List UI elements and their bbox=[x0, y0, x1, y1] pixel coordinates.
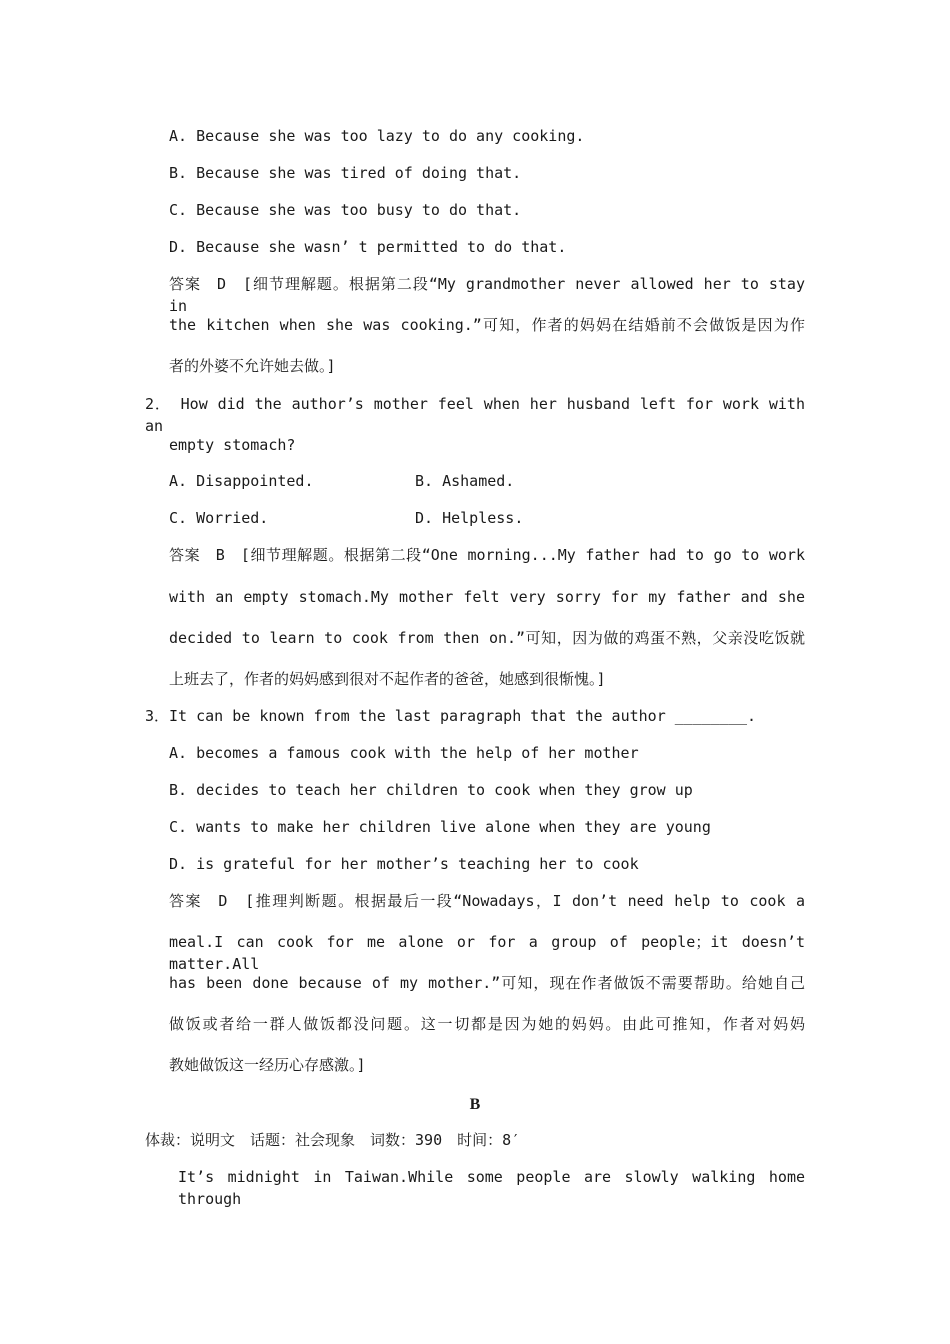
q1-option-d: D. Because she wasn’ t permitted to do that. bbox=[169, 238, 567, 256]
q3-answer-line: meal.I can cook for me alone or for a group of people；it doesn’t matter.All bbox=[169, 933, 805, 973]
section-heading: B bbox=[469, 1096, 481, 1113]
q3-option-b: B. decides to teach her children to cook when they grow up bbox=[169, 781, 693, 799]
q1-option-a: A. Because she was too lazy to do any cooking. bbox=[169, 127, 585, 145]
q1-answer-line: the kitchen when she was cooking.”可知，作者的妈妈在结婚前不会做饭是因为作 bbox=[169, 316, 805, 334]
q2-stem-line: 2． How did the author’s mother feel when her husband left for work with an bbox=[145, 395, 805, 435]
passage-first-line: It’s midnight in Taiwan.While some people are slowly walking home through bbox=[178, 1168, 805, 1208]
q1-option-b: B. Because she was tired of doing that. bbox=[169, 164, 522, 182]
q2-answer-line: with an empty stomach.My mother felt very sorry for my father and she bbox=[169, 588, 805, 606]
q2-option-a: A. Disappointed. bbox=[169, 472, 314, 490]
q3-stem: 3．It can be known from the last paragraph that the author ________. bbox=[145, 707, 757, 725]
q2-answer-line: 上班去了，作者的妈妈感到很对不起作者的爸爸，她感到很惭愧。] bbox=[169, 670, 606, 688]
q2-option-b: B. Ashamed. bbox=[415, 472, 515, 490]
q3-option-d: D. is grateful for her mother’s teaching her to cook bbox=[169, 855, 639, 873]
q2-option-d: D. Helpless. bbox=[415, 509, 524, 527]
q2-answer-line: 答案 B [细节理解题。根据第二段“One morning...My father had to go to work bbox=[169, 546, 805, 564]
q1-answer-line: 答案 D [细节理解题。根据第二段“My grandmother never allowed her to stay in bbox=[169, 275, 805, 315]
q3-answer-line: 做饭或者给一群人做饭都没问题。这一切都是因为她的妈妈。由此可推知，作者对妈妈 bbox=[169, 1015, 805, 1033]
q3-answer-line: 答案 D [推理判断题。根据最后一段“Nowadays，I don’t need help to cook a bbox=[169, 892, 805, 910]
q2-answer-line: decided to learn to cook from then on.”可知，因为做的鸡蛋不熟，父亲没吃饭就 bbox=[169, 629, 805, 647]
q1-answer-line: 者的外婆不允许她去做。] bbox=[169, 357, 336, 375]
q3-option-a: A. becomes a famous cook with the help of her mother bbox=[169, 744, 639, 762]
q3-answer-line: 教她做饭这一经历心存感激。] bbox=[169, 1056, 366, 1074]
q1-option-c: C. Because she was too busy to do that. bbox=[169, 201, 522, 219]
passage-meta: 体裁：说明文 话题：社会现象 词数：390 时间：8′ bbox=[145, 1131, 521, 1149]
q2-stem-line: empty stomach? bbox=[169, 436, 296, 454]
q3-answer-line: has been done because of my mother.”可知，现在作者做饭不需要帮助。给她自己 bbox=[169, 974, 805, 992]
q3-option-c: C. wants to make her children live alone when they are young bbox=[169, 818, 711, 836]
q2-option-c: C. Worried. bbox=[169, 509, 269, 527]
